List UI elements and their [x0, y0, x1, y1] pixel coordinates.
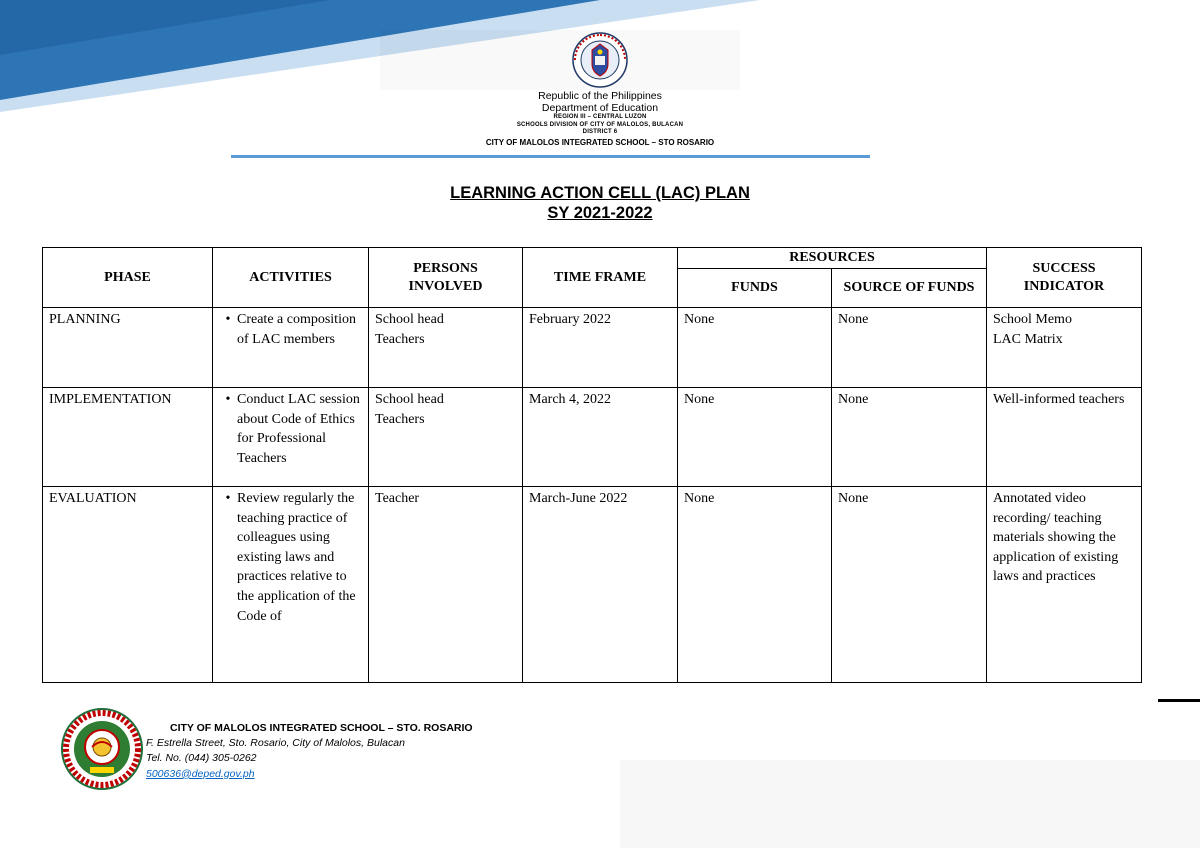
page-edge-marker: [1158, 699, 1200, 702]
bullet-icon: •: [225, 491, 231, 506]
header-school-name: CITY OF MALOLOS INTEGRATED SCHOOL – STO ROSARIO: [485, 137, 715, 147]
header-district: DISTRICT 6: [582, 129, 618, 136]
footer-telephone: Tel. No. (044) 305-0262: [146, 752, 257, 765]
source-of-funds-cell: None: [832, 487, 987, 683]
header-persons-involved: PERSONS INVOLVED: [369, 248, 523, 308]
footer-contact: [146, 721, 473, 782]
indicator-line: Well-informed teachers: [993, 392, 1125, 407]
school-seal-icon: [60, 707, 144, 791]
phase-cell: IMPLEMENTATION: [43, 388, 213, 487]
faded-background-block: [620, 760, 1200, 848]
success-indicator-cell: [987, 487, 1142, 683]
persons-cell: [369, 388, 523, 487]
success-indicator-cell: [987, 308, 1142, 388]
phase-cell: PLANNING: [43, 308, 213, 388]
funds-cell: None: [678, 308, 832, 388]
school-year-line: SY 2021-2022: [547, 204, 653, 223]
header-time-frame: TIME FRAME: [523, 248, 678, 308]
header-resources: RESOURCES: [678, 248, 987, 269]
footer-address: F. Estrella Street, Sto. Rosario, City of Malolos, Bulacan: [146, 737, 405, 750]
funds-cell: None: [678, 388, 832, 487]
source-of-funds-cell: None: [832, 388, 987, 487]
person-line: School head: [375, 312, 444, 327]
header-region: REGION III – CENTRAL LUZON: [553, 114, 647, 121]
person-line: Teachers: [375, 411, 425, 427]
table-row: [43, 388, 1142, 487]
person-line: Teacher: [375, 491, 420, 506]
header-source-of-funds: SOURCE OF FUNDS: [832, 269, 987, 308]
indicator-line: LAC Matrix: [993, 331, 1063, 347]
time-frame-cell: March 4, 2022: [523, 388, 678, 487]
bullet-icon: •: [225, 392, 231, 407]
lac-plan-table: [42, 247, 1142, 683]
persons-cell: [369, 308, 523, 388]
deped-seal-icon: [572, 32, 628, 88]
header-activities: ACTIVITIES: [213, 248, 369, 308]
document-title: [0, 183, 1200, 224]
footer: [60, 705, 560, 805]
activity-cell: [213, 487, 369, 683]
table-row: [43, 308, 1142, 388]
title-line: LEARNING ACTION CELL (LAC) PLAN: [450, 184, 750, 202]
success-indicator-cell: [987, 388, 1142, 487]
activity-text: Conduct LAC session about Code of Ethics for Professional Teachers: [237, 392, 360, 466]
activity-text: Review regularly the teaching practice of colleagues using existing laws and practices relative to the application of the Code of: [237, 491, 356, 624]
indicator-line: Annotated video recording/ teaching materials showing the application of existing laws and practices: [993, 491, 1119, 585]
header-success-indicator: SUCCESS INDICATOR: [987, 248, 1142, 308]
footer-email-link[interactable]: 500636@deped.gov.ph: [146, 767, 255, 780]
persons-cell: [369, 487, 523, 683]
header-division: SCHOOLS DIVISION OF CITY OF MALOLOS, BULACAN: [516, 121, 684, 128]
indicator-line: School Memo: [993, 312, 1072, 327]
phase-cell: EVALUATION: [43, 487, 213, 683]
person-line: Teachers: [375, 331, 425, 347]
letterhead: [0, 32, 1200, 147]
table-row: [43, 487, 1142, 683]
activity-text: Create a composition of LAC members: [237, 312, 356, 347]
activity-cell: [213, 308, 369, 388]
bullet-icon: •: [225, 312, 231, 327]
source-of-funds-cell: None: [832, 308, 987, 388]
footer-school-name: CITY OF MALOLOS INTEGRATED SCHOOL – STO. ROSARIO: [170, 722, 473, 734]
header-divider: [231, 155, 870, 158]
funds-cell: None: [678, 487, 832, 683]
header-republic: Republic of the Philippines: [538, 90, 662, 102]
header-department: Department of Education: [541, 102, 659, 115]
time-frame-cell: February 2022: [523, 308, 678, 388]
header-phase: PHASE: [43, 248, 213, 308]
activity-cell: [213, 388, 369, 487]
time-frame-cell: March-June 2022: [523, 487, 678, 683]
header-funds: FUNDS: [678, 269, 832, 308]
person-line: School head: [375, 392, 444, 407]
